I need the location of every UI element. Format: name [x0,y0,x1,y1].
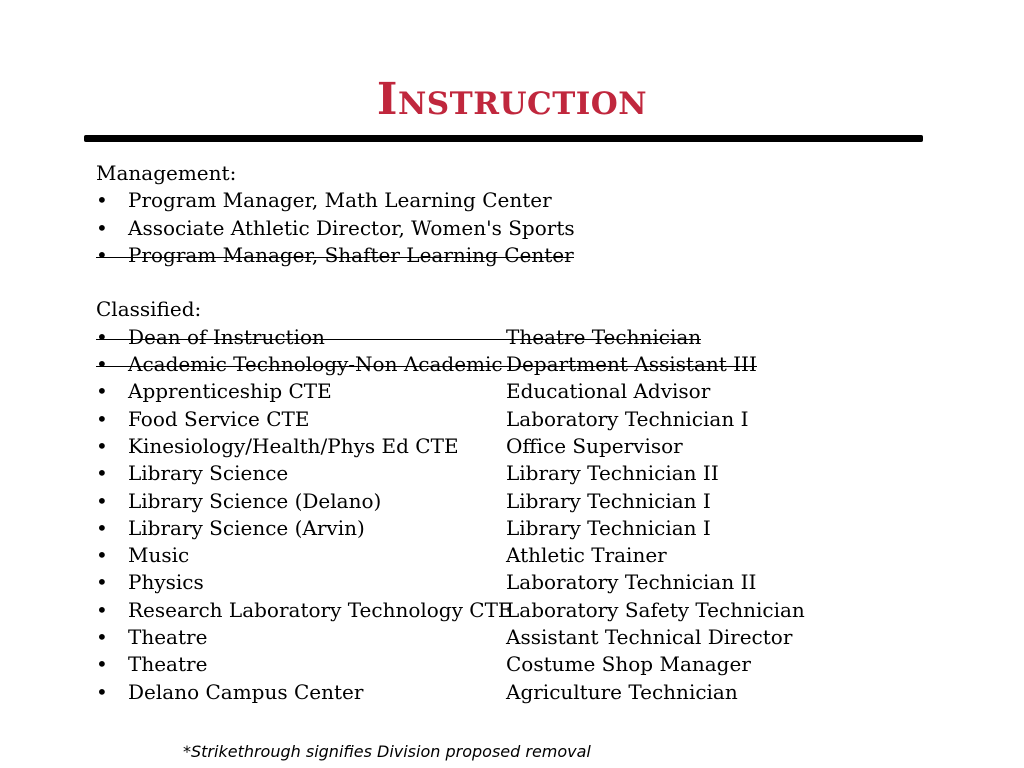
bullet-icon: • [96,215,108,240]
classified-position-label: Physics [128,570,204,595]
classified-position-label: Library Science [128,461,289,486]
classified-position-label: Laboratory Technician II [506,570,757,595]
classified-row [96,597,956,624]
classified-position-label: Theatre Technician [506,324,702,349]
classified-row [96,406,956,433]
classified-position-label: Laboratory Safety Technician [506,597,805,622]
classified-position-label: Food Service CTE [128,406,310,431]
management-item [96,187,956,214]
management-item-label: Program Manager, Math Learning Center [128,188,552,213]
strikethrough-line [96,257,574,258]
bullet-icon: • [96,461,108,486]
classified-row [96,624,956,651]
classified-row [96,378,956,405]
bullet-icon: • [96,488,108,513]
classified-position-label: Apprenticeship CTE [128,379,332,404]
classified-row [96,324,956,351]
strikethrough-footnote: *Strikethrough signifies Division proposed removal [183,742,591,761]
bullet-icon: • [96,352,108,377]
classified-position-label: Assistant Technical Director [506,625,793,650]
bullet-icon: • [96,379,108,404]
bullet-icon: • [96,570,108,595]
classified-position-label: Research Laboratory Technology CTE [128,597,513,622]
classified-position-label: Library Technician I [506,488,711,513]
classified-position-label: Academic Technology-Non Academic [128,352,503,377]
classified-position-label: Library Science (Delano) [128,488,382,513]
classified-row [96,433,956,460]
classified-position-label: Theatre [128,652,208,677]
classified-row [96,488,956,515]
section-spacer [96,269,956,296]
management-item [96,215,956,242]
classified-position-label: Library Technician I [506,515,711,540]
classified-position-label: Athletic Trainer [506,543,667,568]
title-underline-divider [84,135,923,142]
classified-row [96,515,956,542]
classified-position-label: Laboratory Technician I [506,406,749,431]
classified-position-label: Music [128,543,190,568]
slide-title: Instruction [376,74,648,125]
strikethrough-line [96,339,701,340]
classified-position-label: Costume Shop Manager [506,652,751,677]
classified-row [96,679,956,706]
classified-position-label: Educational Advisor [506,379,711,404]
classified-position-label: Agriculture Technician [506,679,738,704]
bullet-icon: • [96,515,108,540]
classified-position-label: Department Assistant III [506,352,757,377]
bullet-icon: • [96,433,108,458]
bullet-icon: • [96,543,108,568]
classified-position-label: Library Science (Arvin) [128,515,365,540]
bullet-icon: • [96,597,108,622]
classified-row [96,542,956,569]
slide-body [96,160,956,706]
bullet-icon: • [96,652,108,677]
classified-row [96,460,956,487]
bullet-icon: • [96,188,108,213]
management-item [96,242,956,269]
classified-row [96,569,956,596]
classified-row [96,651,956,678]
classified-list [96,324,956,706]
strikethrough-line [96,366,757,367]
bullet-icon: • [96,242,108,267]
management-heading: Management: [96,161,237,185]
classified-position-label: Delano Campus Center [128,679,364,704]
classified-position-label: Kinesiology/Health/Phys Ed CTE [128,433,459,458]
classified-position-label: Theatre [128,625,208,650]
classified-position-label: Office Supervisor [506,433,683,458]
bullet-icon: • [96,679,108,704]
management-item-label: Program Manager, Shafter Learning Center [128,242,574,267]
bullet-icon: • [96,406,108,431]
management-item-label: Associate Athletic Director, Women's Sports [128,215,575,240]
bullet-icon: • [96,625,108,650]
classified-position-label: Dean of Instruction [128,324,325,349]
classified-row [96,351,956,378]
bullet-icon: • [96,324,108,349]
classified-heading: Classified: [96,297,202,322]
classified-position-label: Library Technician II [506,461,719,486]
